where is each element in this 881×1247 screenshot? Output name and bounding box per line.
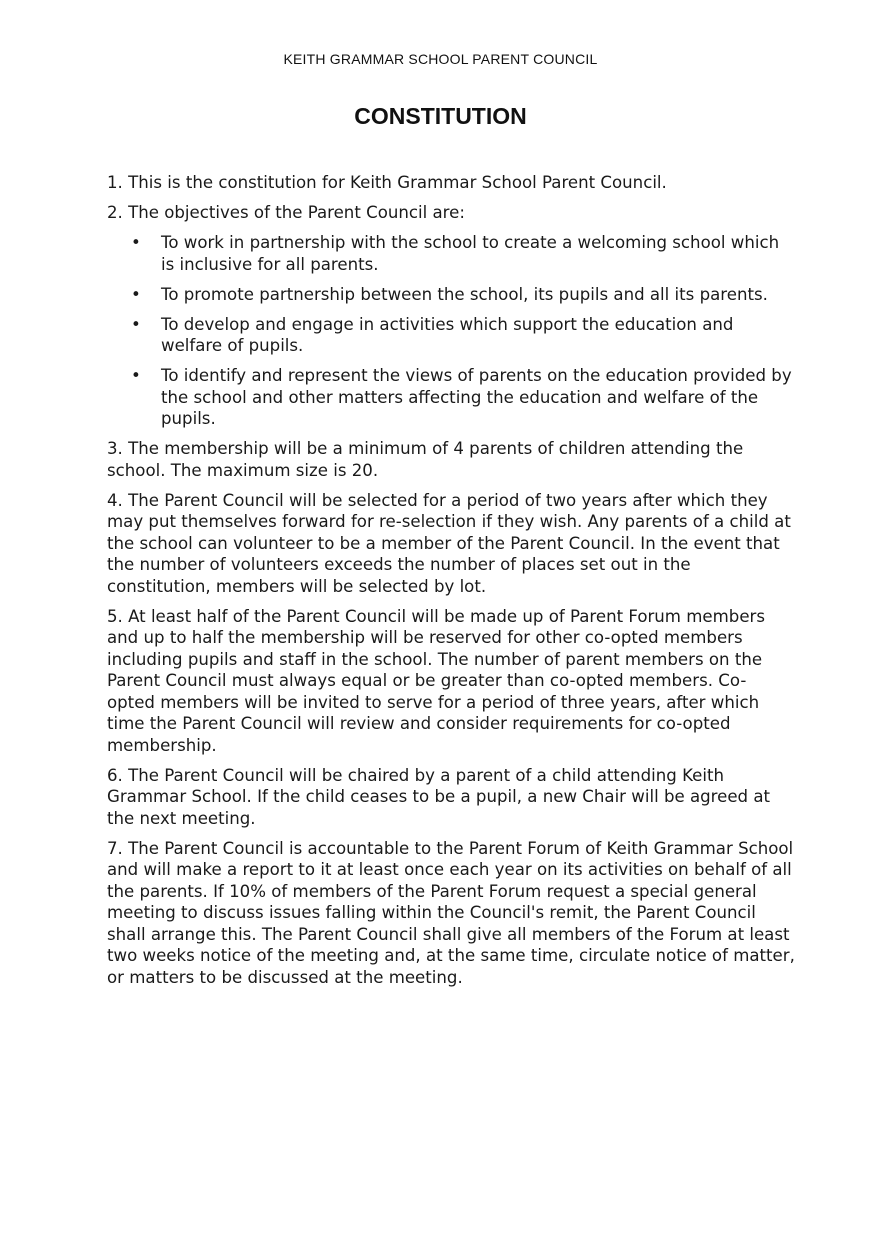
clause-1: 1. This is the constitution for Keith Grammar School Parent Council. xyxy=(107,173,667,192)
clause-4: 4. The Parent Council will be selected for a period of two years after which they may put themselves forward for re-selection if they wish. Any parents of a child at the school can volunteer to be a member of the Parent Council. In the event that the number of volunteers exceeds the number of places set out in the constitution, members will be selected by lot. xyxy=(107,490,791,596)
bullet-icon: • xyxy=(131,366,141,385)
clause-6: 6. The Parent Council will be chaired by a parent of a child attending Keith Grammar School. If the child ceases to be a pupil, a new Chair will be agreed at the next meeting. xyxy=(107,765,771,828)
objective-text: To develop and engage in activities which support the education and welfare of pupils. xyxy=(161,314,734,355)
document-title: CONSTITUTION xyxy=(354,103,527,129)
clause-2: 2. The objectives of the Parent Council are: xyxy=(107,203,465,222)
objective-text: To identify and represent the views of parents on the education provided by the school and other matters affecting the education and welfare of the pupils. xyxy=(161,366,792,428)
document-header: KEITH GRAMMAR SCHOOL PARENT COUNCIL xyxy=(283,51,598,67)
objective-text: To promote partnership between the school, its pupils and all its parents. xyxy=(161,284,768,304)
objective-item xyxy=(107,284,797,306)
bullet-icon: • xyxy=(131,233,141,252)
clause-3: 3. The membership will be a minimum of 4 parents of children attending the school. The maximum size is 20. xyxy=(107,439,744,480)
constitution-body xyxy=(107,172,797,997)
objective-item xyxy=(107,314,797,357)
bullet-icon: • xyxy=(131,314,141,334)
objective-item xyxy=(107,365,797,430)
objective-text: To work in partnership with the school to create a welcoming school which is inclusive for all parents. xyxy=(161,233,780,274)
clause-5: 5. At least half of the Parent Council will be made up of Parent Forum members and up to half the membership will be reserved for other co-opted members including pupils and staff in the school. The number of parent members on the Parent Council must always equal or be greater than co-opted members. Co- opted members will be invited to serve for a period of three years, after which time the Parent Council will review and consider requirements for co-opted membership. xyxy=(107,606,765,755)
objective-item xyxy=(107,232,797,275)
bullet-icon: • xyxy=(131,284,141,304)
clause-7: 7. The Parent Council is accountable to the Parent Forum of Keith Grammar School and will make a report to it at least once each year on its activities on behalf of all the parents. If 10% of members of the Parent Forum request a special general meeting to discuss issues falling within the Council's remit, the Parent Council shall arrange this. The Parent Council shall give all members of the Forum at least two weeks notice of the meeting and, at the same time, circulate notice of matter, or matters to be discussed at the meeting. xyxy=(107,838,795,987)
objectives-list xyxy=(107,232,797,430)
